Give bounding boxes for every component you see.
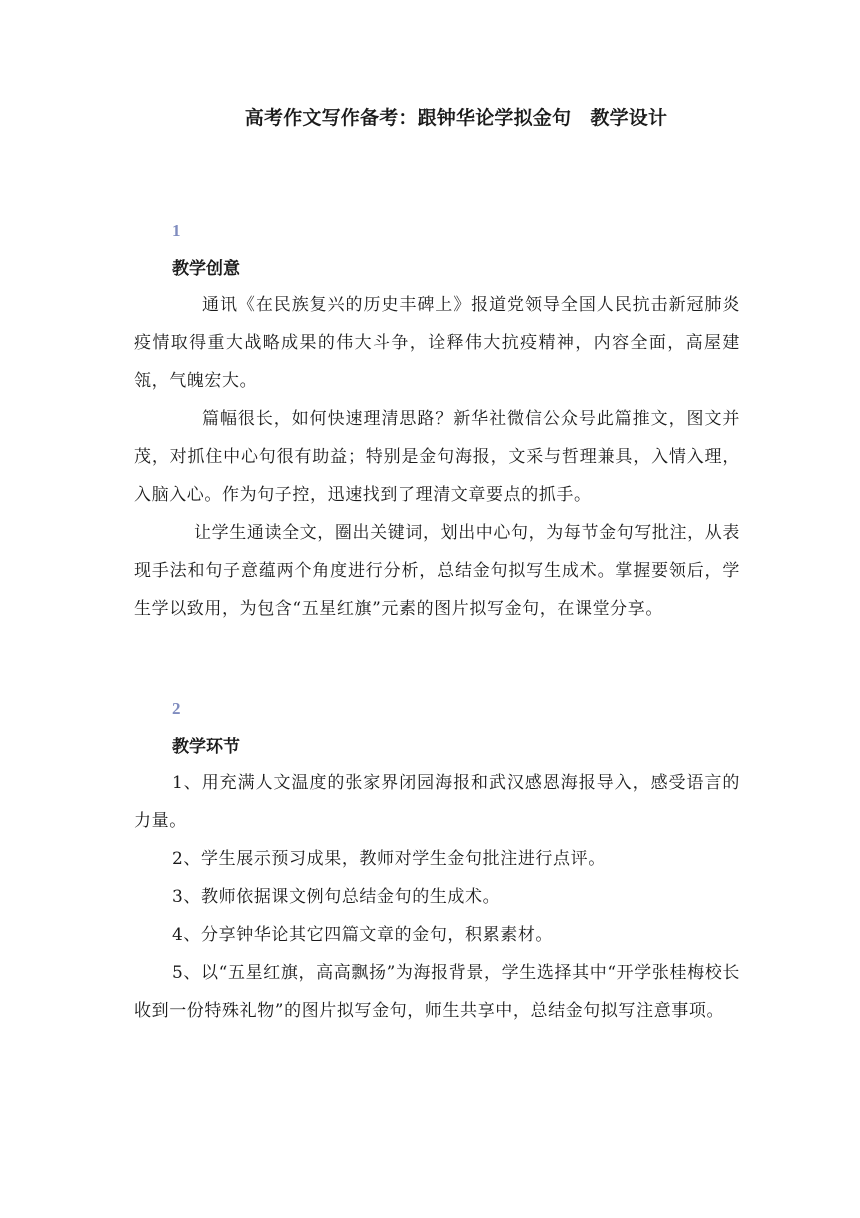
list-item: 2、学生展示预习成果，教师对学生金句批注进行点评。 bbox=[172, 849, 606, 869]
list-item: 3、教师依据课文例句总结金句的生成术。 bbox=[172, 887, 501, 907]
list-item: 5、以“五星红旗，高高飘扬”为海报背景，学生选择其中“开学张桂梅校长收到一份特殊礼物”的图片拟写金句，师生共享中，总结金句拟写注意事项。 bbox=[134, 963, 740, 1021]
section-creative-idea bbox=[134, 220, 740, 628]
section-body bbox=[134, 764, 740, 1030]
document-title: 高考作文写作备考：跟钟华论学拟金句 教学设计 bbox=[244, 107, 668, 129]
paragraph: 让学生通读全文，圈出关键词，划出中心句，为每节金句写批注，从表现手法和句子意蕴两个角度进行分析，总结金句拟写生成术。掌握要领后，学生学以致用，为包含“五星红旗”元素的图片拟写金句，在课堂分享。 bbox=[134, 523, 740, 619]
section-number: 2 bbox=[172, 699, 181, 718]
list-item: 4、分享钟华论其它四篇文章的金句，积累素材。 bbox=[172, 925, 554, 945]
section-body bbox=[134, 286, 740, 628]
section-teaching-steps bbox=[134, 698, 740, 1030]
section-heading: 教学环节 bbox=[172, 737, 240, 757]
section-number: 1 bbox=[172, 221, 181, 240]
list-item: 1、用充满人文温度的张家界闭园海报和武汉感恩海报导入，感受语言的力量。 bbox=[134, 773, 740, 831]
section-heading: 教学创意 bbox=[172, 259, 240, 279]
paragraph: 通讯《在民族复兴的历史丰碑上》报道党领导全国人民抗击新冠肺炎疫情取得重大战略成果的伟大斗争，诠释伟大抗疫精神，内容全面，高屋建瓴，气魄宏大。 bbox=[134, 295, 740, 391]
paragraph: 篇幅很长，如何快速理清思路？新华社微信公众号此篇推文，图文并茂，对抓住中心句很有助益；特别是金句海报，文采与哲理兼具，入情入理，入脑入心。作为句子控，迅速找到了理清文章要点的抓手。 bbox=[134, 409, 740, 505]
